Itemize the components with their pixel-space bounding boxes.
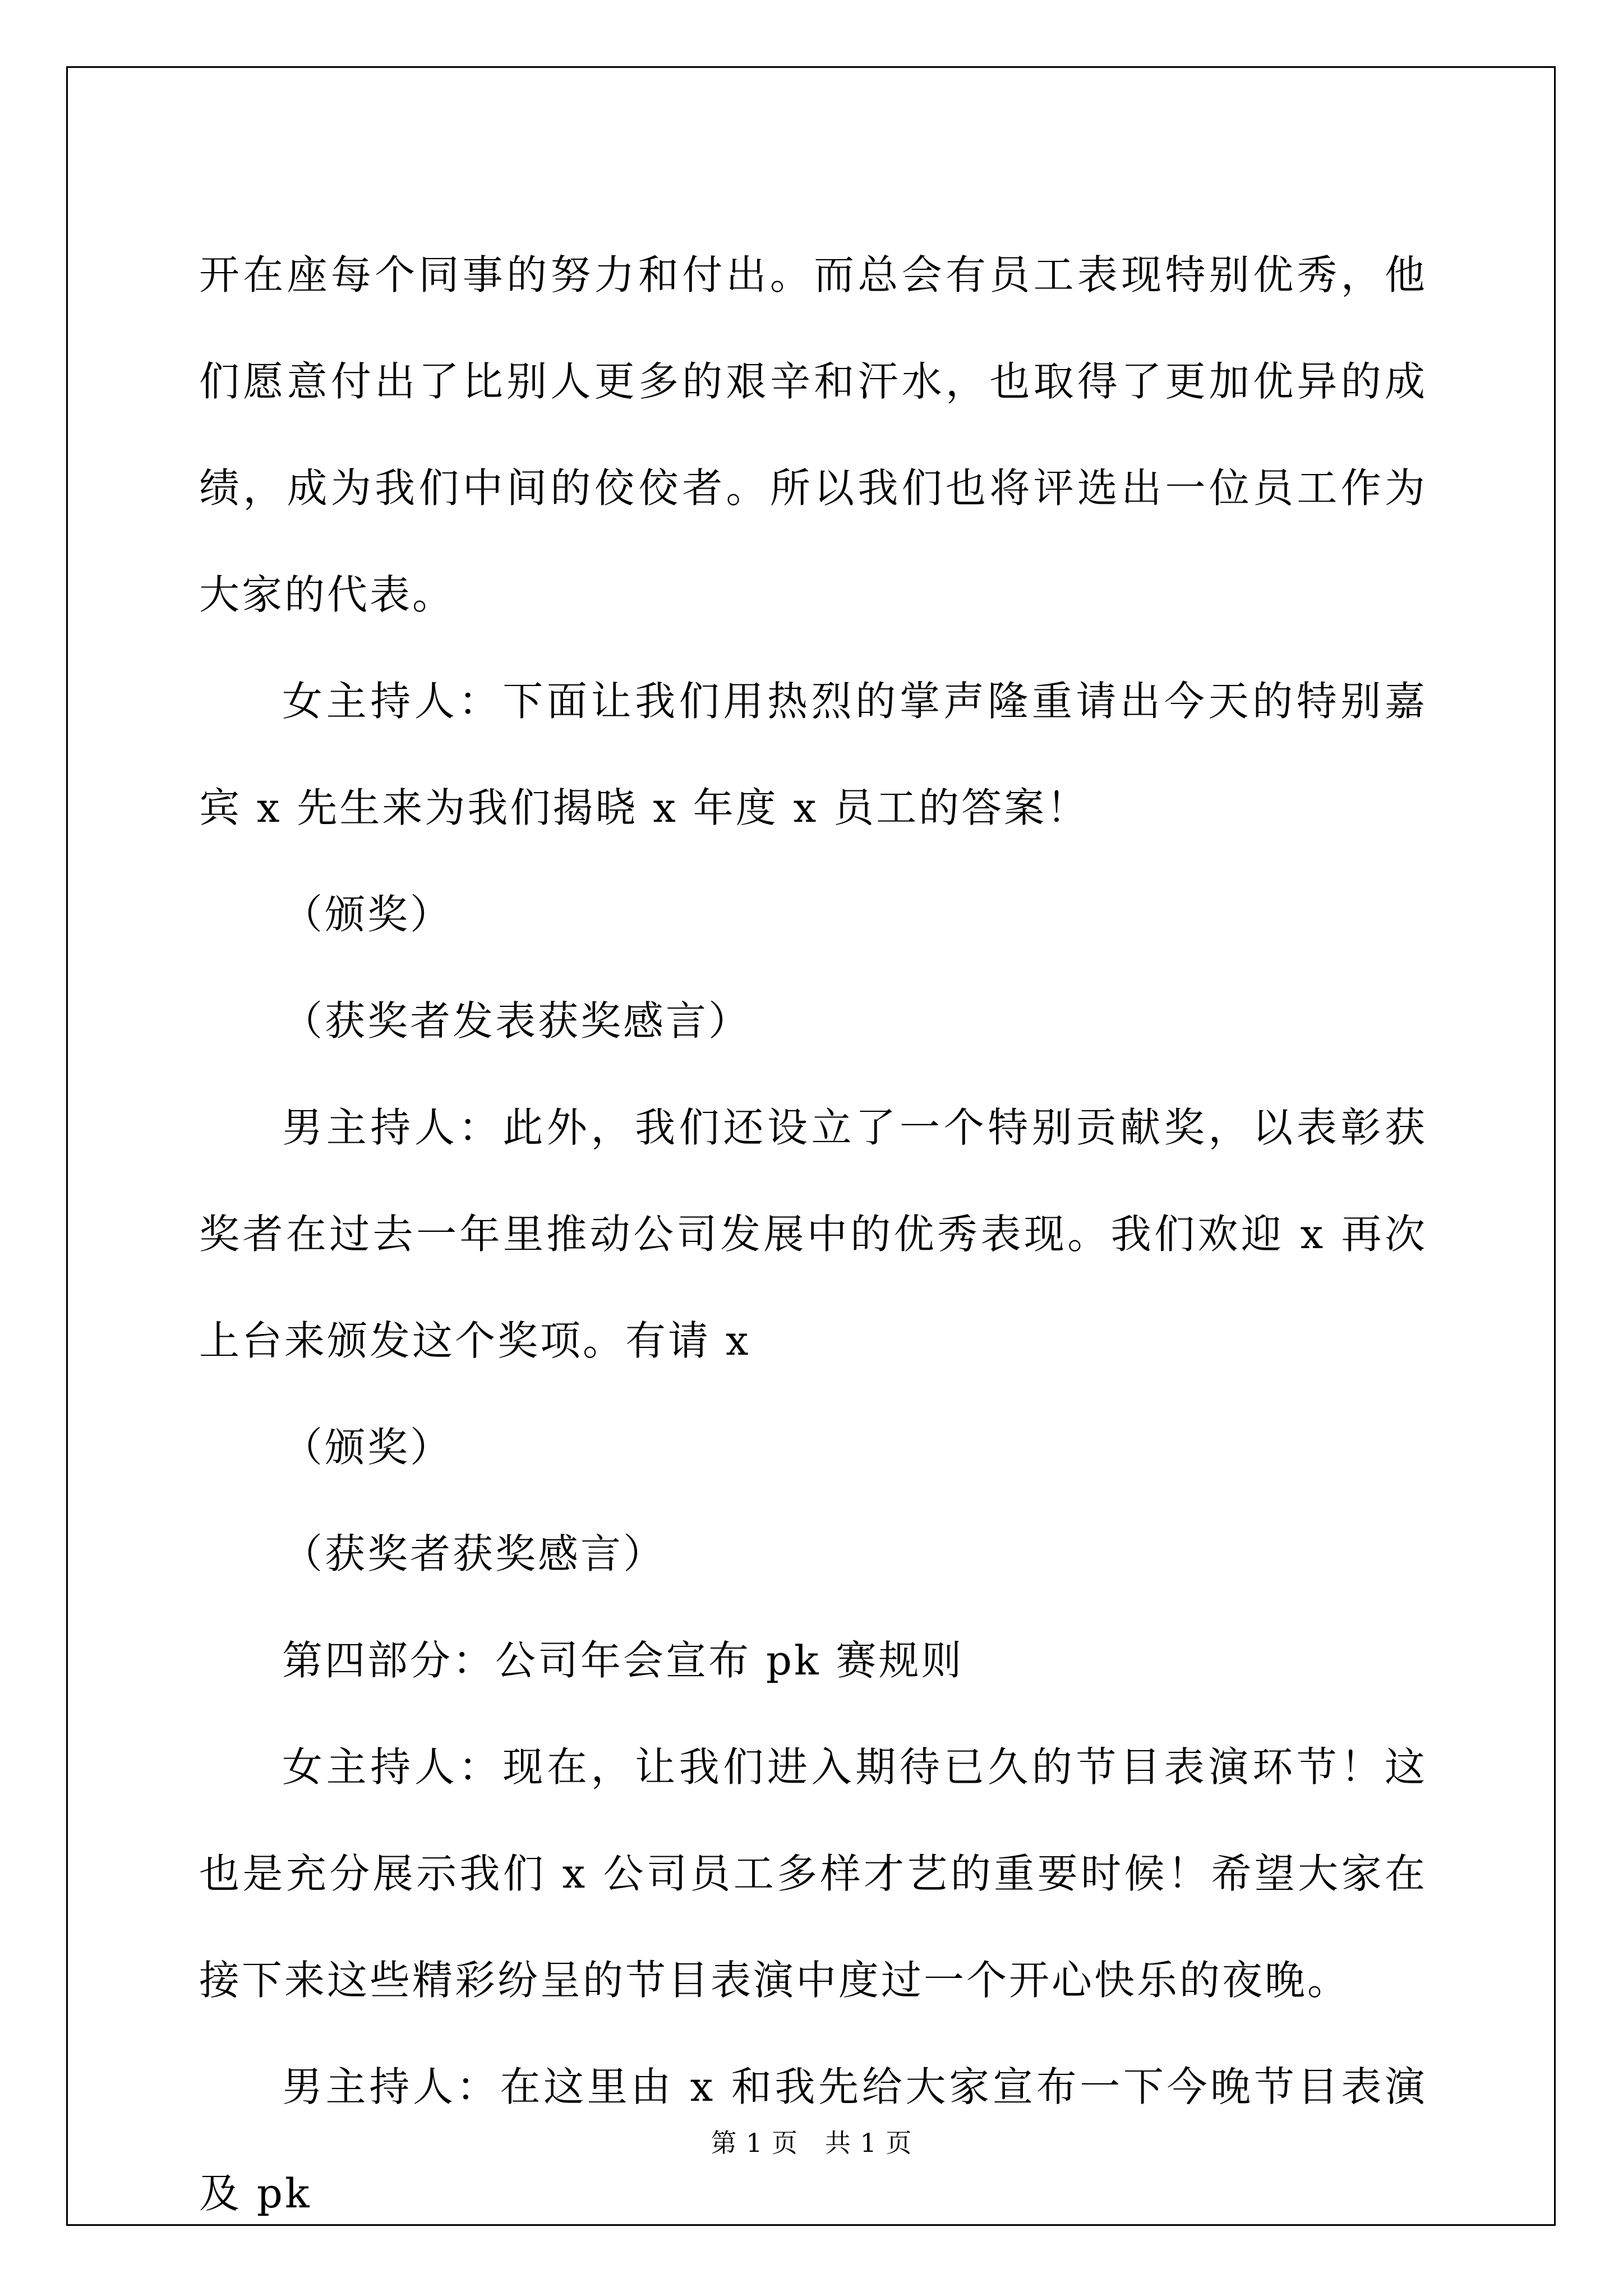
- page-number: 第 1 页: [711, 2128, 798, 2158]
- paragraph-7: （获奖者获奖感言）: [282, 1530, 666, 1577]
- paragraph-2: 女主持人：下面让我们用热烈的掌声隆重请出今天的特别嘉宾 x 先生来为我们揭晓 x 年度 x 员工的答案！: [199, 678, 1427, 831]
- page-total: 共 1 页: [825, 2128, 912, 2158]
- paragraph-5: 男主持人：此外，我们还设立了一个特别贡献奖，以表彰获奖者在过去一年里推动公司发展中的优秀表现。我们欢迎 x 再次上台来颁发这个奖项。有请 x: [199, 1104, 1427, 1364]
- paragraph-10: 男主持人：在这里由 x 和我先给大家宣布一下今晚节目表演及 pk: [199, 2063, 1427, 2217]
- document-body: [199, 222, 1427, 2247]
- section-heading: 第四部分：公司年会宣布 pk 赛规则: [282, 1637, 964, 1684]
- page-footer: [0, 2126, 1623, 2160]
- paragraph-4: （获奖者发表获奖感言）: [282, 997, 751, 1045]
- paragraph-6: （颁奖）: [282, 1424, 453, 1471]
- paragraph-3: （颁奖）: [282, 891, 453, 938]
- paragraph-1: 开在座每个同事的努力和付出。而总会有员工表现特别优秀，他们愿意付出了比别人更多的艰辛和汗水，也取得了更加优异的成绩，成为我们中间的佼佼者。所以我们也将评选出一位员工作为大家的代表。: [199, 251, 1427, 618]
- paragraph-9: 女主持人：现在，让我们进入期待已久的节目表演环节！这也是充分展示我们 x 公司员工多样才艺的重要时候！希望大家在接下来这些精彩纷呈的节目表演中度过一个开心快乐的夜晚。: [199, 1743, 1427, 2004]
